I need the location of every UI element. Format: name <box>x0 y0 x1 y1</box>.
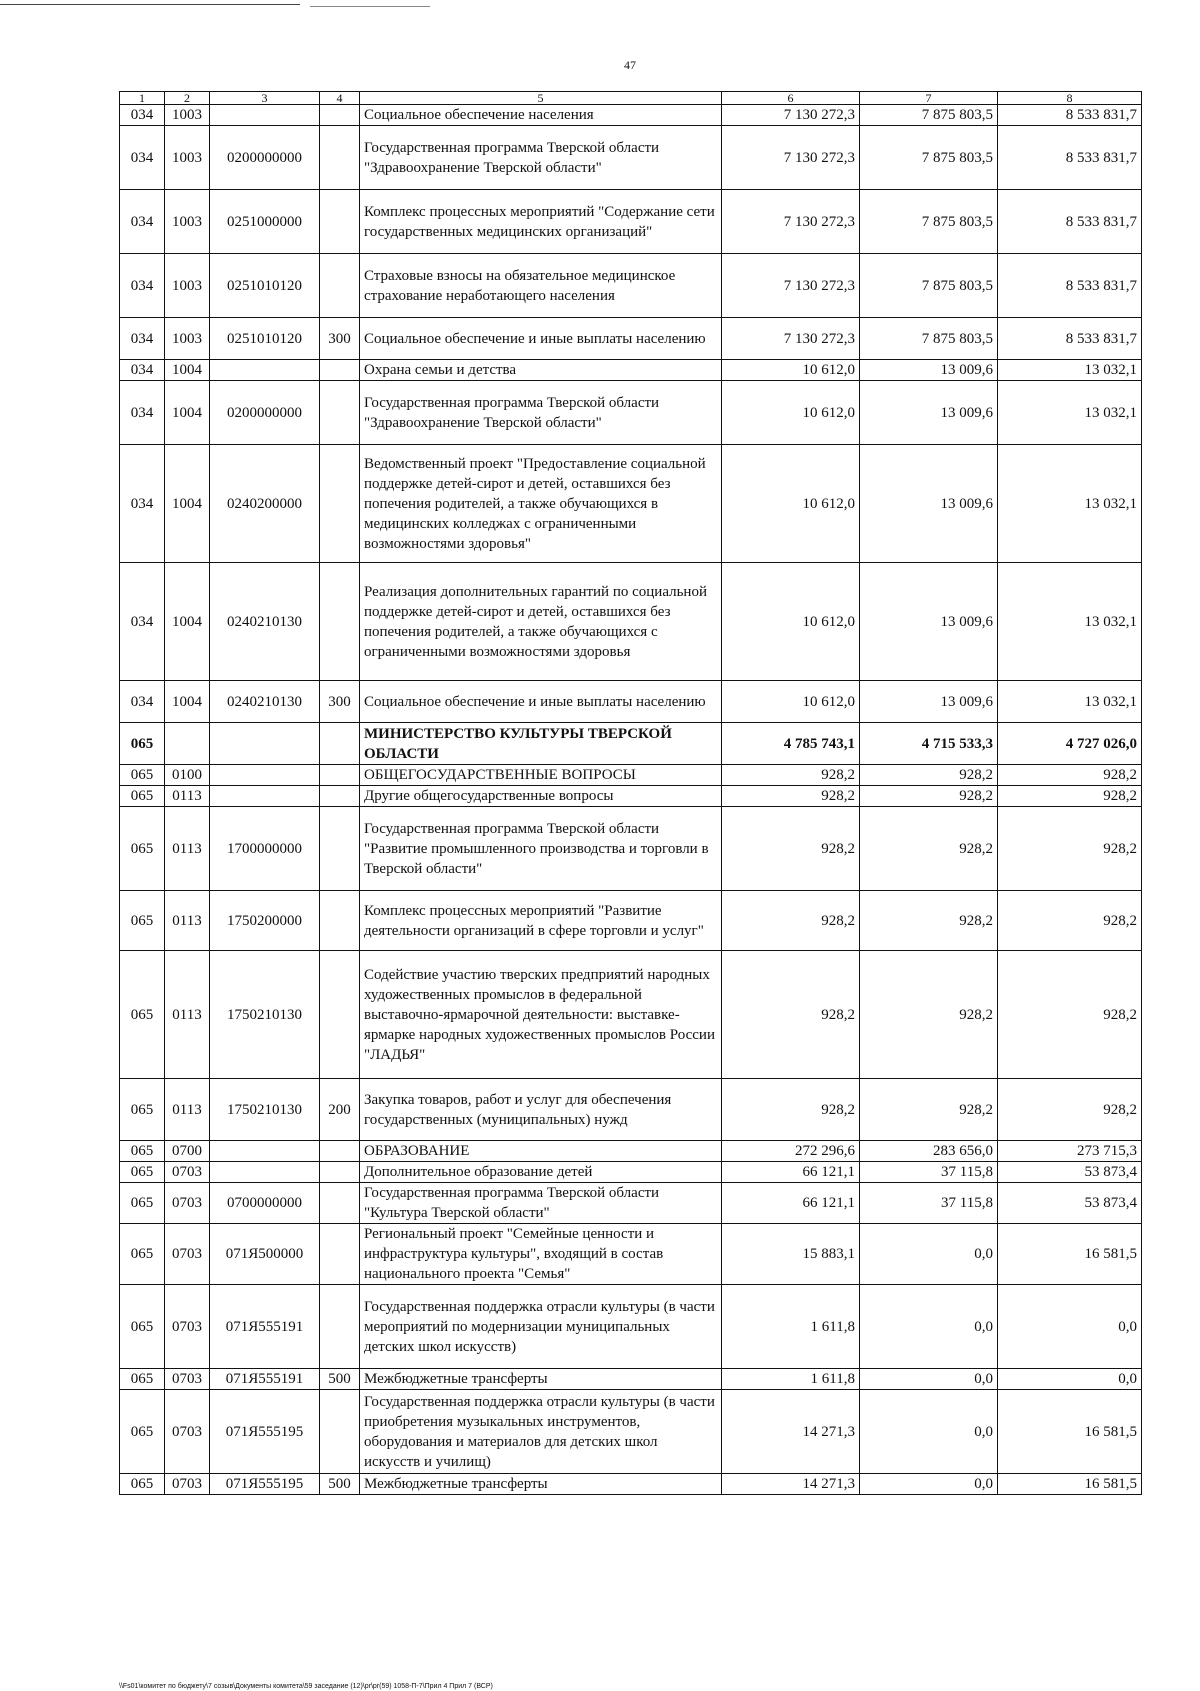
expense-type-cell <box>320 190 360 254</box>
amount-year1-cell: 7 130 272,3 <box>722 190 860 254</box>
item-name-cell: ОБРАЗОВАНИЕ <box>360 1141 722 1162</box>
table-row <box>120 381 1142 445</box>
expense-type-cell <box>320 126 360 190</box>
top-rule-fragment <box>310 6 430 7</box>
expense-type-cell: 500 <box>320 1369 360 1390</box>
section-code-cell: 1003 <box>165 126 210 190</box>
table-row <box>120 951 1142 1079</box>
item-name-cell: Региональный проект "Семейные ценности и инфраструктура культуры", входящий в состав национального проекта "Семья" <box>360 1224 722 1285</box>
admin-code-cell: 034 <box>120 381 165 445</box>
amount-year2-cell: 4 715 533,3 <box>860 723 998 765</box>
expense-type-cell <box>320 786 360 807</box>
expense-type-cell: 300 <box>320 318 360 360</box>
item-name-cell: Государственная программа Тверской области "Здравоохранение Тверской области" <box>360 126 722 190</box>
expense-type-cell <box>320 1141 360 1162</box>
amount-year2-cell: 13 009,6 <box>860 681 998 723</box>
amount-year2-cell: 0,0 <box>860 1474 998 1495</box>
amount-year1-cell: 928,2 <box>722 765 860 786</box>
table-row <box>120 723 1142 765</box>
amount-year3-cell: 16 581,5 <box>998 1224 1142 1285</box>
admin-code-cell: 065 <box>120 1079 165 1141</box>
expense-type-cell <box>320 1390 360 1474</box>
target-article-cell <box>210 786 320 807</box>
amount-year3-cell: 0,0 <box>998 1285 1142 1369</box>
admin-code-cell: 034 <box>120 190 165 254</box>
amount-year3-cell: 928,2 <box>998 765 1142 786</box>
amount-year3-cell: 13 032,1 <box>998 681 1142 723</box>
table-row <box>120 1141 1142 1162</box>
amount-year1-cell: 14 271,3 <box>722 1474 860 1495</box>
admin-code-cell: 065 <box>120 765 165 786</box>
amount-year1-cell: 66 121,1 <box>722 1162 860 1183</box>
amount-year2-cell: 13 009,6 <box>860 360 998 381</box>
item-name-cell: Государственная поддержка отрасли культуры (в части мероприятий по модернизации муниципальных детских школ искусств) <box>360 1285 722 1369</box>
column-header: 4 <box>320 92 360 105</box>
target-article-cell: 0700000000 <box>210 1183 320 1224</box>
item-name-cell: Комплекс процессных мероприятий "Развитие деятельности организаций в сфере торговли и услуг" <box>360 891 722 951</box>
section-code-cell: 1004 <box>165 360 210 381</box>
amount-year1-cell: 7 130 272,3 <box>722 318 860 360</box>
section-code-cell: 1004 <box>165 563 210 681</box>
admin-code-cell: 065 <box>120 951 165 1079</box>
section-code-cell: 0113 <box>165 951 210 1079</box>
table-row <box>120 1390 1142 1474</box>
amount-year2-cell: 7 875 803,5 <box>860 190 998 254</box>
amount-year2-cell: 13 009,6 <box>860 445 998 563</box>
amount-year2-cell: 928,2 <box>860 765 998 786</box>
amount-year3-cell: 928,2 <box>998 807 1142 891</box>
target-article-cell: 1750210130 <box>210 1079 320 1141</box>
target-article-cell: 071Я500000 <box>210 1224 320 1285</box>
table-row <box>120 1162 1142 1183</box>
target-article-cell: 1750200000 <box>210 891 320 951</box>
amount-year2-cell: 0,0 <box>860 1369 998 1390</box>
amount-year3-cell: 928,2 <box>998 891 1142 951</box>
item-name-cell: Содействие участию тверских предприятий народных художественных промыслов в федеральной выставочно-ярмарочной деятельности: выставке-ярмарке народных художественных промыслов России "ЛАДЬЯ" <box>360 951 722 1079</box>
expense-type-cell <box>320 254 360 318</box>
section-code-cell: 1004 <box>165 381 210 445</box>
amount-year1-cell: 14 271,3 <box>722 1390 860 1474</box>
section-code-cell: 0100 <box>165 765 210 786</box>
admin-code-cell: 034 <box>120 126 165 190</box>
amount-year2-cell: 0,0 <box>860 1224 998 1285</box>
section-code-cell: 1003 <box>165 254 210 318</box>
target-article-cell: 0200000000 <box>210 126 320 190</box>
amount-year1-cell: 928,2 <box>722 891 860 951</box>
target-article-cell <box>210 723 320 765</box>
admin-code-cell: 034 <box>120 681 165 723</box>
amount-year2-cell: 37 115,8 <box>860 1183 998 1224</box>
admin-code-cell: 034 <box>120 105 165 126</box>
amount-year3-cell: 16 581,5 <box>998 1474 1142 1495</box>
expense-type-cell: 300 <box>320 681 360 723</box>
item-name-cell: Ведомственный проект "Предоставление социальной поддержке детей-сирот и детей, оставшихся без попечения родителей, а также обучающихся в медицинских колледжах с ограниченными возможностями здоровья" <box>360 445 722 563</box>
amount-year3-cell: 53 873,4 <box>998 1183 1142 1224</box>
expense-type-cell <box>320 723 360 765</box>
footer-file-path: \\Fs01\комитет по бюджету\7 созыв\Документы комитета\59 заседание (12)\pr\pr(59) 1058-П-7\Прил 4 Прил 7 (ВСР) <box>119 1683 493 1690</box>
amount-year3-cell: 928,2 <box>998 786 1142 807</box>
item-name-cell: Другие общегосударственные вопросы <box>360 786 722 807</box>
admin-code-cell: 065 <box>120 1285 165 1369</box>
table-row <box>120 445 1142 563</box>
admin-code-cell: 065 <box>120 891 165 951</box>
expense-type-cell <box>320 807 360 891</box>
amount-year3-cell: 13 032,1 <box>998 445 1142 563</box>
section-code-cell: 0703 <box>165 1224 210 1285</box>
target-article-cell: 0251010120 <box>210 318 320 360</box>
amount-year3-cell: 8 533 831,7 <box>998 105 1142 126</box>
amount-year3-cell: 13 032,1 <box>998 381 1142 445</box>
target-article-cell: 0251000000 <box>210 190 320 254</box>
amount-year1-cell: 7 130 272,3 <box>722 105 860 126</box>
column-header: 6 <box>722 92 860 105</box>
section-code-cell: 1004 <box>165 445 210 563</box>
table-row <box>120 190 1142 254</box>
amount-year1-cell: 7 130 272,3 <box>722 126 860 190</box>
section-code-cell: 1003 <box>165 105 210 126</box>
section-code-cell: 0113 <box>165 786 210 807</box>
amount-year1-cell: 66 121,1 <box>722 1183 860 1224</box>
expense-type-cell <box>320 445 360 563</box>
top-rule <box>0 4 300 5</box>
target-article-cell <box>210 105 320 126</box>
target-article-cell: 071Я555191 <box>210 1285 320 1369</box>
section-code-cell: 0113 <box>165 891 210 951</box>
table-row <box>120 1369 1142 1390</box>
section-code-cell: 0700 <box>165 1141 210 1162</box>
amount-year2-cell: 283 656,0 <box>860 1141 998 1162</box>
amount-year2-cell: 928,2 <box>860 951 998 1079</box>
table-row <box>120 1285 1142 1369</box>
table-row <box>120 126 1142 190</box>
amount-year3-cell: 8 533 831,7 <box>998 126 1142 190</box>
section-code-cell <box>165 723 210 765</box>
section-code-cell: 0703 <box>165 1162 210 1183</box>
item-name-cell: Страховые взносы на обязательное медицинское страхование неработающего населения <box>360 254 722 318</box>
expense-type-cell <box>320 381 360 445</box>
amount-year2-cell: 7 875 803,5 <box>860 105 998 126</box>
target-article-cell: 071Я555191 <box>210 1369 320 1390</box>
table-row <box>120 1079 1142 1141</box>
target-article-cell <box>210 1141 320 1162</box>
item-name-cell: Охрана семьи и детства <box>360 360 722 381</box>
target-article-cell: 1700000000 <box>210 807 320 891</box>
amount-year1-cell: 1 611,8 <box>722 1285 860 1369</box>
target-article-cell: 0251010120 <box>210 254 320 318</box>
item-name-cell: Государственная программа Тверской области "Здравоохранение Тверской области" <box>360 381 722 445</box>
amount-year1-cell: 10 612,0 <box>722 381 860 445</box>
amount-year1-cell: 928,2 <box>722 951 860 1079</box>
expense-type-cell: 200 <box>320 1079 360 1141</box>
table-row <box>120 807 1142 891</box>
budget-table <box>119 91 1142 1495</box>
admin-code-cell: 034 <box>120 445 165 563</box>
target-article-cell <box>210 360 320 381</box>
admin-code-cell: 065 <box>120 1390 165 1474</box>
column-header: 2 <box>165 92 210 105</box>
item-name-cell: Межбюджетные трансферты <box>360 1369 722 1390</box>
section-code-cell: 0113 <box>165 807 210 891</box>
admin-code-cell: 065 <box>120 1162 165 1183</box>
amount-year1-cell: 10 612,0 <box>722 563 860 681</box>
item-name-cell: Государственная поддержка отрасли культуры (в части приобретения музыкальных инструментов, оборудования и материалов для детских школ искусств и училищ) <box>360 1390 722 1474</box>
section-code-cell: 1003 <box>165 190 210 254</box>
amount-year1-cell: 15 883,1 <box>722 1224 860 1285</box>
column-header: 3 <box>210 92 320 105</box>
target-article-cell: 0240200000 <box>210 445 320 563</box>
table-row <box>120 563 1142 681</box>
target-article-cell: 1750210130 <box>210 951 320 1079</box>
amount-year1-cell: 10 612,0 <box>722 445 860 563</box>
section-code-cell: 0703 <box>165 1474 210 1495</box>
amount-year3-cell: 928,2 <box>998 1079 1142 1141</box>
section-code-cell: 0703 <box>165 1369 210 1390</box>
admin-code-cell: 034 <box>120 563 165 681</box>
amount-year3-cell: 4 727 026,0 <box>998 723 1142 765</box>
item-name-cell: Социальное обеспечение населения <box>360 105 722 126</box>
amount-year2-cell: 928,2 <box>860 786 998 807</box>
table-row <box>120 105 1142 126</box>
expense-type-cell <box>320 1162 360 1183</box>
admin-code-cell: 065 <box>120 1474 165 1495</box>
item-name-cell: Межбюджетные трансферты <box>360 1474 722 1495</box>
admin-code-cell: 065 <box>120 1224 165 1285</box>
admin-code-cell: 065 <box>120 723 165 765</box>
section-code-cell: 0703 <box>165 1285 210 1369</box>
page-number: 47 <box>624 58 636 72</box>
item-name-cell: ОБЩЕГОСУДАРСТВЕННЫЕ ВОПРОСЫ <box>360 765 722 786</box>
target-article-cell: 0240210130 <box>210 681 320 723</box>
section-code-cell: 0113 <box>165 1079 210 1141</box>
amount-year1-cell: 928,2 <box>722 807 860 891</box>
amount-year2-cell: 7 875 803,5 <box>860 254 998 318</box>
table-row <box>120 681 1142 723</box>
item-name-cell: Государственная программа Тверской области "Культура Тверской области" <box>360 1183 722 1224</box>
amount-year2-cell: 0,0 <box>860 1285 998 1369</box>
expense-type-cell: 500 <box>320 1474 360 1495</box>
column-header: 7 <box>860 92 998 105</box>
expense-type-cell <box>320 765 360 786</box>
item-name-cell: Реализация дополнительных гарантий по социальной поддержке детей-сирот и детей, оставшихся без попечения родителей, а также обучающихся с ограниченными возможностями здоровья <box>360 563 722 681</box>
expense-type-cell <box>320 360 360 381</box>
table-row <box>120 360 1142 381</box>
expense-type-cell <box>320 1183 360 1224</box>
table-row <box>120 254 1142 318</box>
item-name-cell: МИНИСТЕРСТВО КУЛЬТУРЫ ТВЕРСКОЙ ОБЛАСТИ <box>360 723 722 765</box>
column-header: 1 <box>120 92 165 105</box>
expense-type-cell <box>320 563 360 681</box>
table-row <box>120 1183 1142 1224</box>
column-header: 8 <box>998 92 1142 105</box>
section-code-cell: 0703 <box>165 1390 210 1474</box>
amount-year2-cell: 7 875 803,5 <box>860 318 998 360</box>
amount-year1-cell: 928,2 <box>722 1079 860 1141</box>
amount-year3-cell: 8 533 831,7 <box>998 190 1142 254</box>
amount-year1-cell: 1 611,8 <box>722 1369 860 1390</box>
amount-year2-cell: 13 009,6 <box>860 563 998 681</box>
amount-year3-cell: 8 533 831,7 <box>998 254 1142 318</box>
item-name-cell: Комплекс процессных мероприятий "Содержание сети государственных медицинских организаций" <box>360 190 722 254</box>
admin-code-cell: 034 <box>120 360 165 381</box>
admin-code-cell: 034 <box>120 318 165 360</box>
amount-year2-cell: 7 875 803,5 <box>860 126 998 190</box>
amount-year3-cell: 0,0 <box>998 1369 1142 1390</box>
amount-year3-cell: 13 032,1 <box>998 563 1142 681</box>
table-body <box>120 105 1142 1495</box>
amount-year2-cell: 13 009,6 <box>860 381 998 445</box>
expense-type-cell <box>320 951 360 1079</box>
amount-year2-cell: 928,2 <box>860 807 998 891</box>
amount-year3-cell: 16 581,5 <box>998 1390 1142 1474</box>
column-header: 5 <box>360 92 722 105</box>
amount-year1-cell: 10 612,0 <box>722 681 860 723</box>
section-code-cell: 1004 <box>165 681 210 723</box>
amount-year3-cell: 13 032,1 <box>998 360 1142 381</box>
amount-year1-cell: 7 130 272,3 <box>722 254 860 318</box>
item-name-cell: Закупка товаров, работ и услуг для обеспечения государственных (муниципальных) нужд <box>360 1079 722 1141</box>
table-row <box>120 1224 1142 1285</box>
column-number-row <box>120 92 1142 105</box>
admin-code-cell: 034 <box>120 254 165 318</box>
expense-type-cell <box>320 1285 360 1369</box>
target-article-cell <box>210 1162 320 1183</box>
amount-year1-cell: 928,2 <box>722 786 860 807</box>
item-name-cell: Государственная программа Тверской области "Развитие промышленного производства и торговли в Тверской области" <box>360 807 722 891</box>
amount-year2-cell: 0,0 <box>860 1390 998 1474</box>
section-code-cell: 1003 <box>165 318 210 360</box>
table-row <box>120 786 1142 807</box>
target-article-cell <box>210 765 320 786</box>
amount-year1-cell: 10 612,0 <box>722 360 860 381</box>
expense-type-cell <box>320 891 360 951</box>
table-row <box>120 318 1142 360</box>
target-article-cell: 071Я555195 <box>210 1390 320 1474</box>
amount-year3-cell: 8 533 831,7 <box>998 318 1142 360</box>
table-row <box>120 765 1142 786</box>
target-article-cell: 071Я555195 <box>210 1474 320 1495</box>
expense-type-cell <box>320 105 360 126</box>
target-article-cell: 0240210130 <box>210 563 320 681</box>
amount-year3-cell: 273 715,3 <box>998 1141 1142 1162</box>
table-row <box>120 891 1142 951</box>
expense-type-cell <box>320 1224 360 1285</box>
admin-code-cell: 065 <box>120 1141 165 1162</box>
section-code-cell: 0703 <box>165 1183 210 1224</box>
admin-code-cell: 065 <box>120 1183 165 1224</box>
amount-year1-cell: 4 785 743,1 <box>722 723 860 765</box>
item-name-cell: Социальное обеспечение и иные выплаты населению <box>360 318 722 360</box>
amount-year1-cell: 272 296,6 <box>722 1141 860 1162</box>
admin-code-cell: 065 <box>120 1369 165 1390</box>
amount-year2-cell: 37 115,8 <box>860 1162 998 1183</box>
target-article-cell: 0200000000 <box>210 381 320 445</box>
item-name-cell: Дополнительное образование детей <box>360 1162 722 1183</box>
admin-code-cell: 065 <box>120 786 165 807</box>
item-name-cell: Социальное обеспечение и иные выплаты населению <box>360 681 722 723</box>
amount-year2-cell: 928,2 <box>860 891 998 951</box>
table-row <box>120 1474 1142 1495</box>
amount-year3-cell: 53 873,4 <box>998 1162 1142 1183</box>
admin-code-cell: 065 <box>120 807 165 891</box>
amount-year2-cell: 928,2 <box>860 1079 998 1141</box>
amount-year3-cell: 928,2 <box>998 951 1142 1079</box>
